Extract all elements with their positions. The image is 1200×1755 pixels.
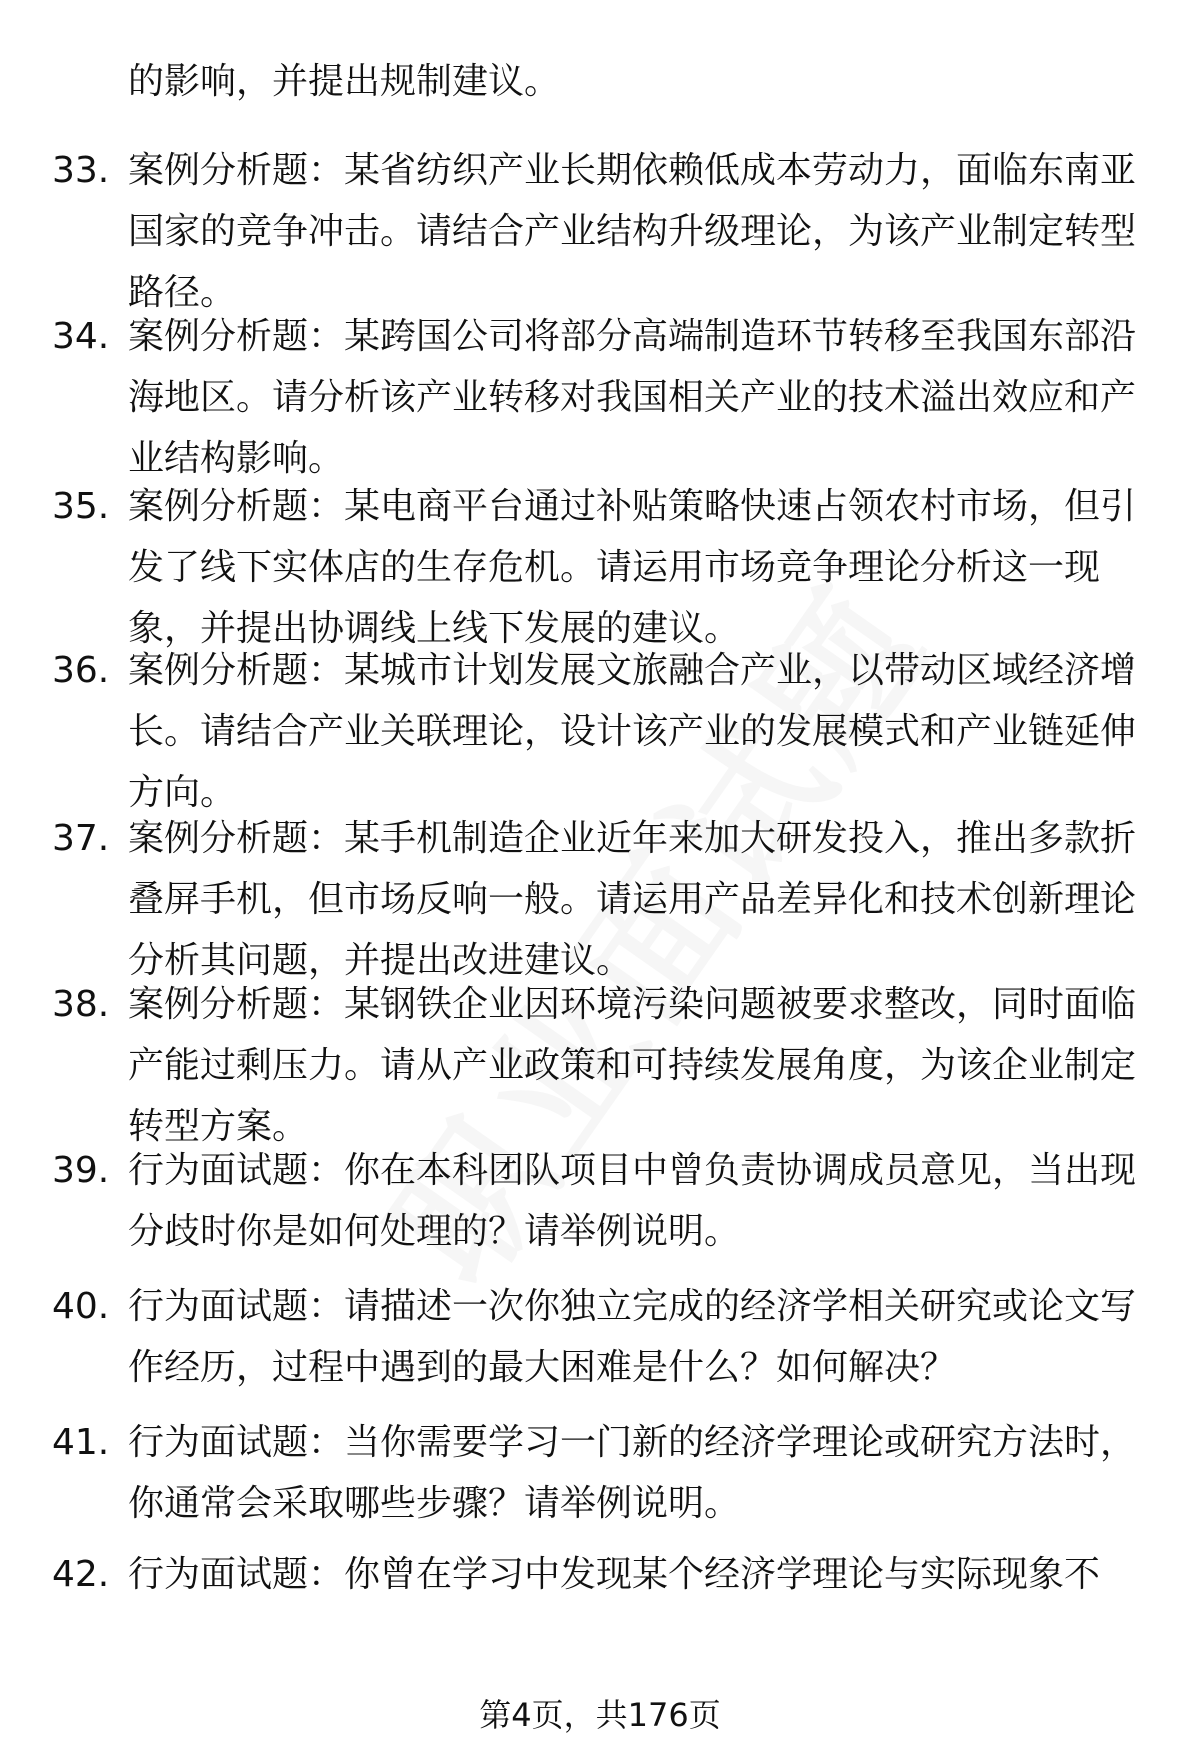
question-list xyxy=(0,140,1200,1614)
question-text: 行为面试题：当你需要学习一门新的经济学理论或研究方法时，你通常会采取哪些步骤？请举例说明。 xyxy=(128,1422,1137,1524)
question-item xyxy=(0,1276,1200,1412)
question-item xyxy=(0,1412,1200,1544)
question-item xyxy=(0,1544,1200,1614)
question-item xyxy=(0,640,1200,813)
question-text: 案例分析题：某电商平台通过补贴策略快速占领农村市场，但引发了线下实体店的生存危机。请运用市场竞争理论分析这一现象，并提出协调线上线下发展的建议。 xyxy=(128,486,1137,649)
question-item xyxy=(0,808,1200,981)
question-text: 案例分析题：某钢铁企业因环境污染问题被要求整改，同时面临产能过剩压力。请从产业政策和可持续发展角度，为该企业制定转型方案。 xyxy=(128,984,1137,1147)
question-text: 行为面试题：你曾在学习中发现某个经济学理论与实际现象不 xyxy=(128,1554,1101,1595)
question-item xyxy=(0,974,1200,1147)
question-item xyxy=(0,476,1200,649)
question-number: 33. xyxy=(52,150,110,191)
question-text: 行为面试题：你在本科团队项目中曾负责协调成员意见，当出现分歧时你是如何处理的？请举例说明。 xyxy=(128,1150,1137,1252)
continuation-text: 的影响，并提出规制建议。 xyxy=(128,61,561,102)
question-number: 38. xyxy=(52,984,110,1025)
question-number: 34. xyxy=(52,316,110,357)
question-text: 案例分析题：某城市计划发展文旅融合产业，以带动区域经济增长。请结合产业关联理论，设计该产业的发展模式和产业链延伸方向。 xyxy=(128,650,1137,813)
question-text: 案例分析题：某省纺织产业长期依赖低成本劳动力，面临东南亚国家的竞争冲击。请结合产业结构升级理论，为该产业制定转型路径。 xyxy=(128,150,1137,313)
question-text: 案例分析题：某手机制造企业近年来加大研发投入，推出多款折叠屏手机，但市场反响一般。请运用产品差异化和技术创新理论分析其问题，并提出改进建议。 xyxy=(128,818,1137,981)
question-number: 39. xyxy=(52,1150,110,1191)
question-item xyxy=(0,306,1200,479)
question-number: 40. xyxy=(52,1286,110,1327)
question-number: 36. xyxy=(52,650,110,691)
question-number: 42. xyxy=(52,1554,110,1595)
question-number: 41. xyxy=(52,1422,110,1463)
question-item xyxy=(0,140,1200,313)
question-number: 37. xyxy=(52,818,110,859)
question-text: 案例分析题：某跨国公司将部分高端制造环节转移至我国东部沿海地区。请分析该产业转移对我国相关产业的技术溢出效应和产业结构影响。 xyxy=(128,316,1137,479)
question-item xyxy=(0,1140,1200,1276)
question-number: 35. xyxy=(52,486,110,527)
question-text: 行为面试题：请描述一次你独立完成的经济学相关研究或论文写作经历，过程中遇到的最大困难是什么？如何解决？ xyxy=(128,1286,1137,1388)
page-footer: 第4页，共176页 xyxy=(479,1696,721,1734)
